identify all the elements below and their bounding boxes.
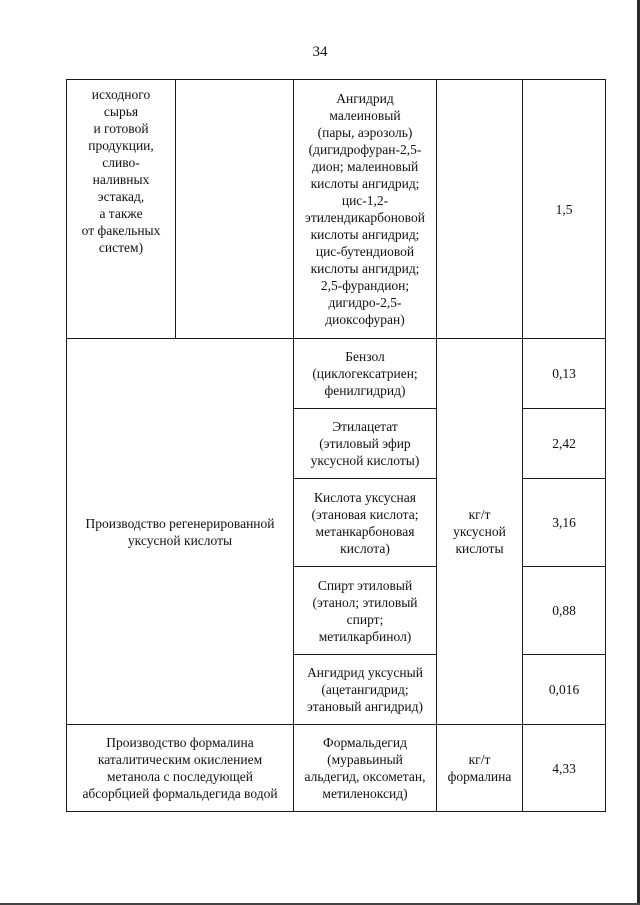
unit-cell [437, 80, 523, 339]
substance-cell [294, 479, 437, 567]
text-line: Ангидрид [336, 91, 394, 106]
text-line: (этановая кислота; [311, 506, 419, 522]
text-line: малеиновый [329, 108, 401, 123]
substance-cell [294, 409, 437, 479]
text-line: (этанол; этиловый [312, 594, 418, 610]
substance-lines [298, 489, 432, 557]
text-line: цис-1,2- [341, 193, 389, 208]
substance-lines [298, 90, 432, 328]
unit-lines [441, 751, 518, 785]
text-line: метиленоксид) [322, 786, 408, 801]
text-line: этилендикарбоновой [305, 210, 425, 225]
value-cell: 1,5 [523, 80, 606, 339]
text-line: уксусной [453, 524, 506, 539]
substance-lines [298, 734, 432, 802]
text-line: Производство формалина [106, 735, 254, 750]
text-line: эстакад, [97, 189, 145, 204]
value-cell: 0,13 [523, 339, 606, 409]
page-number: 34 [312, 44, 328, 60]
substance-lines [298, 664, 432, 715]
source-cell [67, 80, 176, 339]
value-cell: 2,42 [523, 409, 606, 479]
text-line: этановый ангидрид) [306, 699, 424, 714]
text-line: (муравьиный [327, 752, 403, 767]
text-line: кислоты ангидрид; [310, 261, 420, 276]
source-lines [71, 86, 171, 256]
emissions-table [66, 79, 606, 812]
text-line: и готовой [93, 121, 149, 136]
text-line: кислоты ангидрид; [310, 176, 420, 191]
text-line: диоксофуран) [325, 312, 405, 327]
substance-lines [298, 348, 432, 399]
empty-cell [176, 80, 294, 339]
substance-cell [294, 339, 437, 409]
text-line: формалина [447, 769, 512, 784]
text-line: каталитическим окислением [97, 752, 263, 767]
text-line: Этилацетат [332, 419, 398, 434]
text-line: продукции, [88, 138, 154, 153]
substance-cell [294, 80, 437, 339]
text-line: от факельных [81, 223, 161, 238]
production-lines [71, 734, 289, 802]
text-line: Бензол [345, 349, 385, 364]
text-line: Ангидрид уксусный [307, 665, 423, 680]
text-line: а также [99, 206, 143, 221]
text-line: наливных [92, 172, 150, 187]
substance-cell [294, 567, 437, 655]
table-row [67, 80, 606, 339]
text-line: Кислота уксусная [314, 489, 416, 505]
text-line: (дигидрофуран-2,5- [308, 142, 422, 157]
value-cell: 0,016 [523, 655, 606, 725]
text-line: кг/т [468, 507, 491, 522]
production-cell: Производство регенерированной уксусной кислоты [67, 339, 294, 725]
table-row [67, 339, 606, 409]
text-line: дион; малеиновый [311, 159, 419, 174]
text-line: (пары, аэрозоль) [317, 125, 413, 140]
value-cell: 3,16 [523, 479, 606, 567]
substance-cell [294, 655, 437, 725]
text-line: метилкарбинол) [318, 628, 412, 644]
text-line: метанкарбоновая [315, 523, 415, 539]
text-line: сливо- [102, 155, 140, 170]
text-line: сырья [103, 104, 139, 119]
text-line: кг/т [468, 752, 491, 767]
text-line: Спирт этиловый [317, 577, 413, 593]
text-line: метанола с последующей [106, 769, 254, 784]
table-row [67, 725, 606, 812]
text-line: цис-бутендиовой [315, 244, 415, 259]
text-line: (ацетангидрид; [321, 682, 409, 697]
substance-cell [294, 725, 437, 812]
text-line: Формальдегид [323, 735, 407, 750]
text-line: исходного [91, 87, 151, 102]
text-line: уксусной кислоты) [310, 453, 420, 468]
text-line: кислота) [340, 540, 390, 556]
text-line: абсорбцией формальдегида водой [82, 786, 278, 801]
text-line: дигидро-2,5- [328, 295, 402, 310]
substance-lines [298, 577, 432, 645]
value-cell: 4,33 [523, 725, 606, 812]
text-line: 2,5-фурандион; [320, 278, 410, 293]
text-line: (циклогексатриен; [312, 366, 418, 381]
text-line: систем) [98, 240, 144, 255]
unit-lines [441, 506, 518, 557]
text-line: (этиловый эфир [319, 436, 411, 451]
text-line: спирт; [346, 611, 384, 627]
text-line: альдегид, оксометан, [304, 769, 426, 784]
text-line: фенилгидрид) [324, 383, 406, 398]
substance-lines [298, 418, 432, 469]
production-cell [67, 725, 294, 812]
text-line: кислоты ангидрид; [310, 227, 420, 242]
text-line: кислоты [455, 541, 504, 556]
value-cell: 0,88 [523, 567, 606, 655]
unit-cell [437, 339, 523, 725]
unit-cell [437, 725, 523, 812]
